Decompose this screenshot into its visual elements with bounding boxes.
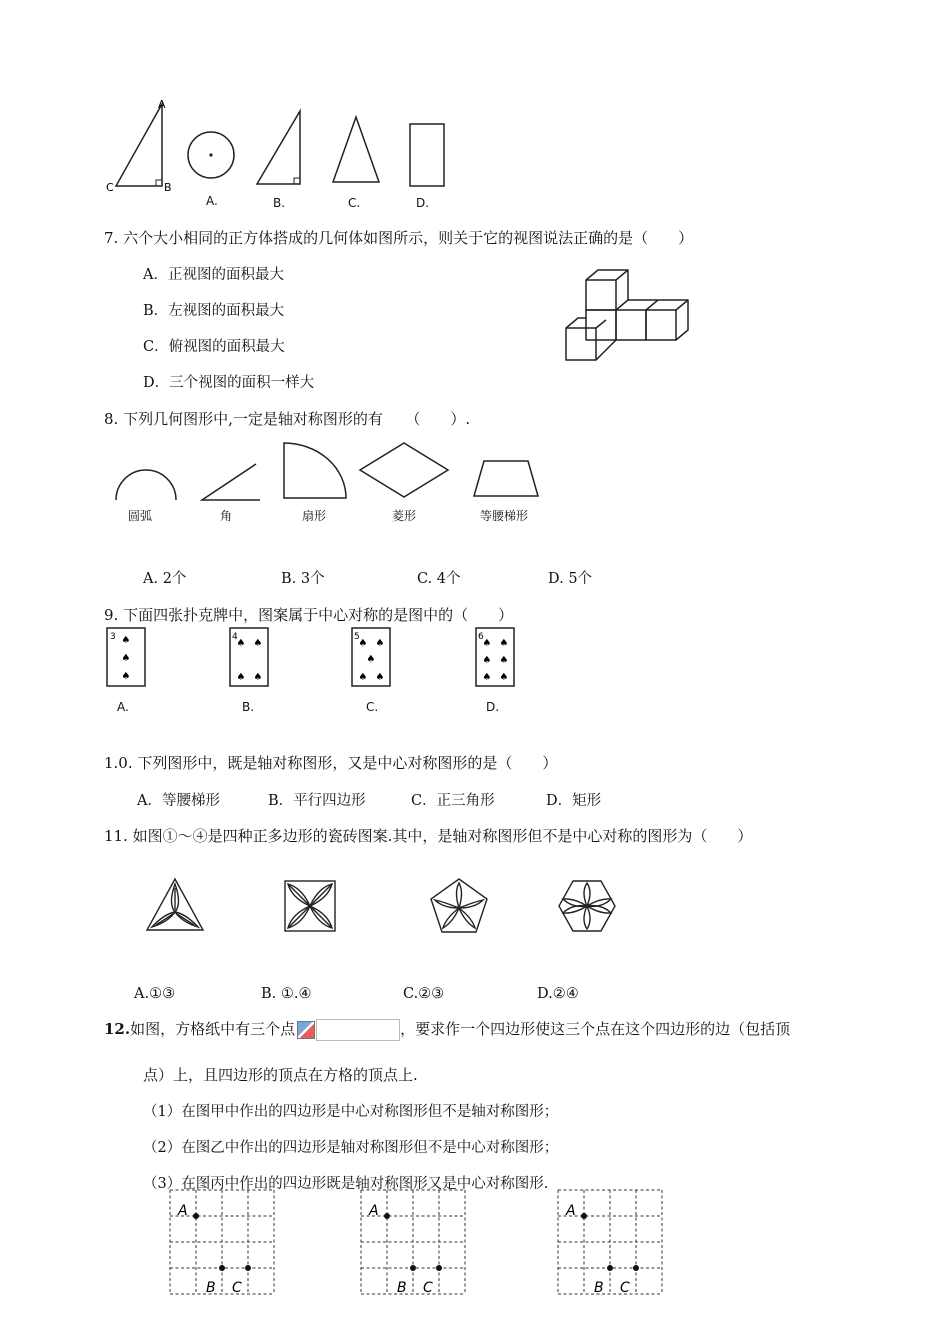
q12-stem-line2: 点）上，且四边形的顶点在方格的顶点上. bbox=[143, 1066, 418, 1084]
q12-grid-bing-label-c: C bbox=[620, 1280, 630, 1296]
q7-cube-solid-figure bbox=[560, 264, 696, 368]
svg-text:♠: ♠ bbox=[375, 672, 385, 683]
q9-option-d[interactable]: D. bbox=[486, 700, 500, 714]
q12-grid-jia bbox=[168, 1188, 278, 1296]
q8-trapezoid-figure bbox=[470, 458, 542, 500]
svg-text:♠: ♠ bbox=[253, 672, 263, 683]
q9-card-d bbox=[474, 626, 518, 690]
q11-option-d[interactable]: D.②④ bbox=[537, 986, 579, 1002]
q12-stem-line1 bbox=[104, 1018, 790, 1041]
svg-text:♠: ♠ bbox=[482, 638, 492, 649]
q8-caption-sector: 扇形 bbox=[302, 509, 327, 523]
q11-option-c[interactable]: C.②③ bbox=[403, 986, 445, 1002]
q12-number: 12. bbox=[104, 1020, 131, 1038]
q7-option-c[interactable]: C．俯视图的面积最大 bbox=[143, 339, 285, 355]
q12-grid-yi-label-a: A bbox=[369, 1203, 379, 1219]
q10-option-b[interactable]: B．平行四边形 bbox=[268, 793, 366, 809]
svg-text:♠: ♠ bbox=[236, 672, 246, 683]
q6-label-b: B bbox=[164, 181, 172, 194]
q12-sub-3: （3）在图丙中作出的四边形既是轴对称图形又是中心对称图形. bbox=[143, 1176, 549, 1192]
q6-option-d-label: D. bbox=[416, 196, 430, 210]
svg-text:♠: ♠ bbox=[366, 654, 376, 665]
svg-text:♠: ♠ bbox=[236, 638, 246, 649]
q12-stem-part2: ，要求作一个四边形使这三个点在这个四边形的边（包括顶 bbox=[400, 1020, 791, 1038]
q6-option-c-triangle bbox=[330, 114, 382, 186]
q11-tile-triangle bbox=[144, 876, 206, 934]
q12-grid-yi bbox=[359, 1188, 469, 1296]
q8-caption-angle: 角 bbox=[220, 509, 233, 523]
q6-right-triangle-figure bbox=[100, 98, 180, 198]
q6-option-a-circle bbox=[186, 130, 236, 180]
q6-option-a-label: A. bbox=[206, 194, 218, 208]
svg-text:♠: ♠ bbox=[121, 671, 131, 682]
svg-text:♠: ♠ bbox=[499, 638, 509, 649]
q6-option-b-triangle bbox=[254, 108, 304, 188]
q8-arc-figure bbox=[110, 448, 182, 504]
q9-card-c-rank: 5 bbox=[354, 632, 360, 642]
svg-text:♠: ♠ bbox=[499, 672, 509, 683]
q9-card-c bbox=[350, 626, 394, 690]
q12-grid-bing bbox=[556, 1188, 666, 1296]
q12-grid-jia-label-b: B bbox=[206, 1280, 216, 1296]
q9-option-c[interactable]: C. bbox=[366, 700, 379, 714]
q9-card-a-rank: 3 bbox=[110, 632, 116, 642]
q6-label-c: C bbox=[106, 181, 114, 194]
q8-option-b[interactable]: B. 3个 bbox=[281, 571, 325, 587]
q12-sub-2: （2）在图乙中作出的四边形是轴对称图形但不是中心对称图形； bbox=[143, 1140, 559, 1156]
q8-option-d[interactable]: D. 5个 bbox=[548, 571, 593, 587]
svg-text:♠: ♠ bbox=[499, 655, 509, 666]
q12-grid-jia-label-c: C bbox=[232, 1280, 242, 1296]
q12-sub-1: （1）在图甲中作出的四边形是中心对称图形但不是轴对称图形； bbox=[143, 1104, 559, 1120]
q8-caption-arc: 圆弧 bbox=[128, 509, 153, 523]
q6-option-d-rectangle bbox=[408, 122, 448, 188]
q9-card-d-rank: 6 bbox=[478, 632, 484, 642]
q7-option-b[interactable]: B．左视图的面积最大 bbox=[143, 303, 285, 319]
q9-card-b bbox=[228, 626, 272, 690]
q9-option-a[interactable]: A. bbox=[117, 700, 129, 714]
q7-option-a[interactable]: A．正视图的面积最大 bbox=[143, 267, 284, 283]
svg-text:♠: ♠ bbox=[358, 672, 368, 683]
q11-option-b[interactable]: B. ①.④ bbox=[261, 986, 312, 1002]
svg-text:♠: ♠ bbox=[121, 653, 131, 664]
svg-text:♠: ♠ bbox=[482, 672, 492, 683]
q9-card-b-rank: 4 bbox=[232, 632, 238, 642]
q10-option-c[interactable]: C．正三角形 bbox=[411, 793, 495, 809]
q12-grid-bing-label-a: A bbox=[566, 1203, 576, 1219]
q8-caption-trapezoid: 等腰梯形 bbox=[480, 509, 529, 523]
svg-text:♠: ♠ bbox=[375, 638, 385, 649]
q11-tile-hexagon bbox=[556, 878, 618, 934]
broken-image-icon bbox=[297, 1021, 315, 1039]
q12-grid-jia-label-a: A bbox=[178, 1203, 188, 1219]
q6-option-b-label: B. bbox=[273, 196, 286, 210]
q9-stem: 9. 下面四张扑克牌中，图案属于中心对称的是图中的（ ） bbox=[104, 606, 514, 624]
q11-tile-pentagon bbox=[428, 876, 490, 936]
q8-sector-figure bbox=[280, 440, 350, 502]
q6-label-a: A bbox=[158, 98, 166, 111]
svg-text:♠: ♠ bbox=[253, 638, 263, 649]
q9-option-b[interactable]: B. bbox=[242, 700, 255, 714]
q8-caption-rhombus: 菱形 bbox=[392, 509, 417, 523]
q8-angle-figure bbox=[198, 460, 264, 504]
q7-option-d[interactable]: D．三个视图的面积一样大 bbox=[143, 375, 315, 391]
q8-option-a[interactable]: A. 2个 bbox=[143, 571, 187, 587]
q11-tile-square bbox=[282, 878, 338, 934]
svg-text:♠: ♠ bbox=[358, 638, 368, 649]
svg-text:♠: ♠ bbox=[121, 635, 131, 646]
q6-option-c-label: C. bbox=[348, 196, 361, 210]
q12-grid-yi-label-b: B bbox=[397, 1280, 407, 1296]
q8-option-c[interactable]: C. 4个 bbox=[417, 571, 461, 587]
q10-stem: 1.0. 下列图形中，既是轴对称图形，又是中心对称图形的是（ ） bbox=[104, 754, 558, 772]
svg-text:♠: ♠ bbox=[482, 655, 492, 666]
q11-stem: 11. 如图①～④是四种正多边形的瓷砖图案.其中，是轴对称图形但不是中心对称的图形为（ ） bbox=[104, 827, 753, 845]
q10-option-a[interactable]: A．等腰梯形 bbox=[137, 793, 220, 809]
q12-grid-bing-label-b: B bbox=[594, 1280, 604, 1296]
q7-stem: 7. 六个大小相同的正方体搭成的几何体如图所示，则关于它的视图说法正确的是（ ） bbox=[104, 229, 694, 247]
q11-option-a[interactable]: A.①③ bbox=[134, 986, 176, 1002]
embedded-image-placeholder bbox=[316, 1019, 400, 1041]
q8-rhombus-figure bbox=[356, 440, 452, 500]
q10-option-d[interactable]: D．矩形 bbox=[546, 793, 602, 809]
q8-stem: 8. 下列几何图形中,一定是轴对称图形的有 （ ）. bbox=[104, 410, 471, 428]
q9-card-a bbox=[105, 626, 149, 690]
q12-stem-part1: 如图，方格纸中有三个点 bbox=[130, 1020, 296, 1038]
q12-grid-yi-label-c: C bbox=[423, 1280, 433, 1296]
